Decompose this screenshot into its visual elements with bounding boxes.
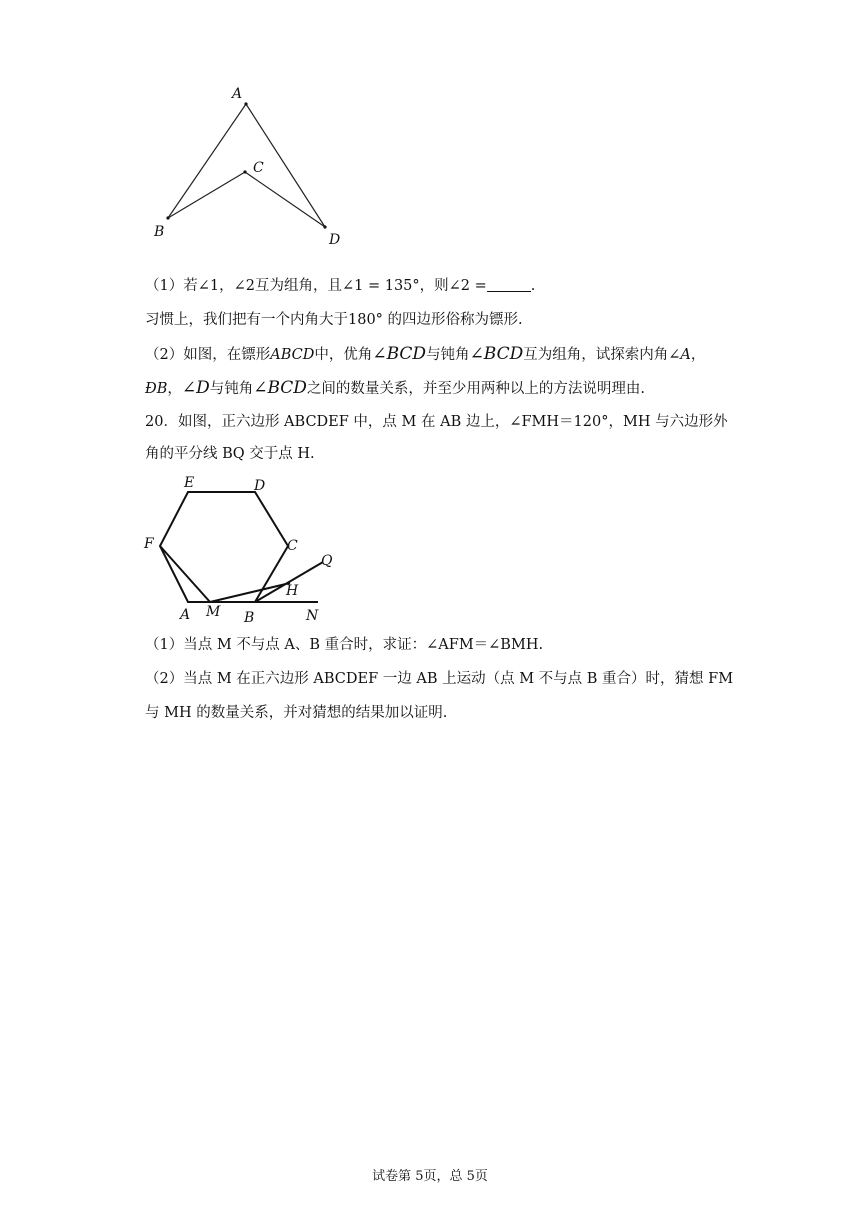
segment-bc xyxy=(168,172,245,218)
q20-line2: 角的平分线 BQ 交于点 H. xyxy=(145,446,315,462)
q20-part2-line2: 与 MH 的数量关系，并对猜想的结果加以证明. xyxy=(145,705,448,721)
label-a2: A xyxy=(180,607,191,623)
q19-part2-text-e: ， xyxy=(690,347,706,363)
segment-cd xyxy=(245,172,325,227)
q20-part1: （1）当点 M 不与点 A、B 重合时，求证：∠AFM＝∠BMH. xyxy=(145,637,544,653)
segment-mh xyxy=(210,583,290,602)
point-b xyxy=(166,216,169,219)
q19-part2-line1 xyxy=(145,344,705,365)
label-d2: D xyxy=(254,478,266,494)
q20-line1: 20．如图，正六边形 ABCDEF 中，点 M 在 AB 边上，∠FMH＝120°，MH 与六边形外 xyxy=(145,414,728,430)
angle-b: ÐB xyxy=(145,381,168,397)
label-n: N xyxy=(306,608,319,624)
label-f: F xyxy=(144,536,154,552)
q19-part1-mid1: 互为组角，且 xyxy=(254,278,342,294)
q19-part1-prefix: （1）若 xyxy=(145,278,198,294)
q19-part2-text-b: 中，优角 xyxy=(314,347,373,363)
page-footer: 试卷第 5页，总 5页 xyxy=(372,1169,488,1184)
label-c: C xyxy=(253,160,264,176)
segment-fm xyxy=(160,546,210,602)
obtuse-angle-bcd: ∠BCD xyxy=(469,344,524,364)
label-m: M xyxy=(206,604,221,620)
q19-part2-text-g: 之间的数量关系，并至少用两种以上的方法说明理由. xyxy=(306,381,646,397)
obtuse-angle-bcd-2: ∠BCD xyxy=(253,378,307,398)
label-b2: B xyxy=(244,610,255,625)
angle-2: ∠2 xyxy=(233,278,255,294)
figure-hexagon-svg xyxy=(138,470,348,625)
point-c xyxy=(243,170,246,173)
label-a: A xyxy=(232,86,243,102)
q19-part2-text-c: 与钝角 xyxy=(426,347,470,363)
equation-angle1: ∠1 = 135° xyxy=(341,278,420,294)
segment-ab xyxy=(168,104,246,218)
q19-part2-text-d: 互为组角，试探索内角 xyxy=(523,347,669,363)
point-d xyxy=(323,225,326,228)
q19-part2-text-f: 与钝角 xyxy=(209,381,254,397)
answer-blank[interactable] xyxy=(487,277,531,292)
q19-part2-line2 xyxy=(145,378,645,399)
label-q: Q xyxy=(321,553,333,569)
angle-a: ∠A xyxy=(668,347,691,363)
point-a xyxy=(244,102,247,105)
label-h: H xyxy=(286,583,299,599)
q19-part1 xyxy=(145,276,535,296)
q19-note: 习惯上，我们把有一个内角大于180° 的四边形俗称为镖形. xyxy=(145,312,523,328)
q19-part1-end: . xyxy=(530,278,536,294)
dart-name: ABCD xyxy=(270,347,315,363)
figure-dart-svg xyxy=(140,80,360,250)
angle-d: ∠D xyxy=(181,378,210,398)
q20-part2-line1: （2）当点 M 在正六边形 ABCDEF 一边 AB 上运动（点 M 不与点 B 重合）时，猜想 FM xyxy=(145,671,734,687)
equation-angle2: ∠2 = xyxy=(448,278,487,294)
label-c2: C xyxy=(287,538,298,554)
q19-part2-comma: ， xyxy=(167,381,182,397)
label-e: E xyxy=(184,475,195,491)
q19-part2-text-a: （2）如图，在镖形 xyxy=(145,347,271,363)
angle-1: ∠1 xyxy=(197,278,220,294)
figure-dart-abcd xyxy=(140,80,360,250)
reflex-angle-bcd: ∠BCD xyxy=(372,344,427,364)
figure-hexagon xyxy=(138,470,348,625)
separator: ， xyxy=(219,278,234,294)
label-d: D xyxy=(329,232,341,248)
q19-part1-mid2: ，则 xyxy=(419,278,449,294)
hexagon-abcdef xyxy=(160,492,288,602)
label-b: B xyxy=(154,224,165,240)
